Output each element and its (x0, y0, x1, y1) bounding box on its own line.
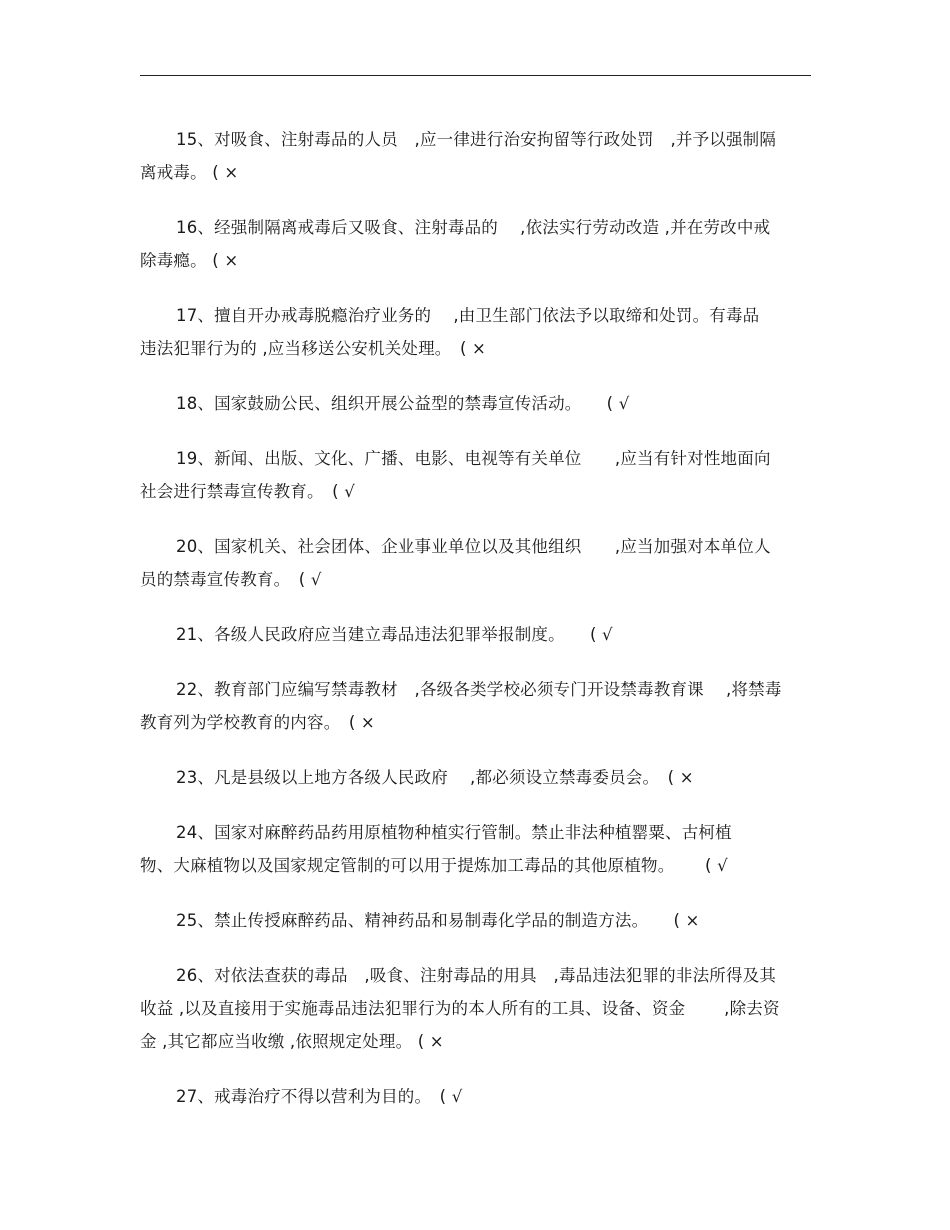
question-24-line-2: 物、大麻植物以及国家规定管制的可以用于提炼加工毒品的其他原植物。 ( √ (140, 856, 728, 875)
question-23-line-1: 23、凡是县级以上地方各级人民政府 ,都必须设立禁毒委员会。 ( × (176, 768, 694, 787)
question-19-line-2: 社会进行禁毒宣传教育。 ( √ (140, 482, 355, 501)
question-20-line-1: 20、国家机关、社会团体、企业事业单位以及其他组织 ,应当加强对本单位人 (176, 537, 771, 556)
question-18 (140, 387, 800, 420)
question-27 (140, 1080, 800, 1113)
question-20-line-2: 员的禁毒宣传教育。 ( √ (140, 570, 322, 589)
question-17-line-1: 17、擅自开办戒毒脱瘾治疗业务的 ,由卫生部门依法予以取缔和处罚。有毒品 (176, 306, 760, 325)
question-22-line-1: 22、教育部门应编写禁毒教材 ,各级各类学校必须专门开设禁毒教育课 ,将禁毒 (176, 680, 782, 699)
question-24 (140, 816, 800, 882)
question-21 (140, 618, 800, 651)
question-27-line-1: 27、戒毒治疗不得以营利为目的。 ( √ (176, 1087, 463, 1106)
question-17-line-2: 违法犯罪行为的 ,应当移送公安机关处理。 ( × (140, 339, 487, 358)
question-26-line-1: 26、对依法查获的毒品 ,吸食、注射毒品的用具 ,毒品违法犯罪的非法所得及其 (176, 966, 777, 985)
question-18-line-1: 18、国家鼓励公民、组织开展公益型的禁毒宣传活动。 ( √ (176, 394, 630, 413)
question-23 (140, 761, 800, 794)
question-25-line-1: 25、禁止传授麻醉药品、精神药品和易制毒化学品的制造方法。 ( × (176, 911, 700, 930)
question-17 (140, 299, 800, 365)
question-24-line-1: 24、国家对麻醉药品药用原植物种植实行管制。禁止非法种植罂粟、古柯植 (176, 823, 732, 842)
question-15-line-2: 离戒毒。 ( × (140, 163, 239, 182)
question-15-line-1: 15、对吸食、注射毒品的人员 ,应一律进行治安拘留等行政处罚 ,并予以强制隔 (176, 130, 777, 149)
question-26-line-2: 收益 ,以及直接用于实施毒品违法犯罪行为的本人所有的工具、设备、资金 ,除去资 (140, 999, 780, 1018)
question-26-line-3: 金 ,其它都应当收缴 ,依照规定处理。 ( × (140, 1032, 444, 1051)
question-25 (140, 904, 800, 937)
question-19-line-1: 19、新闻、出版、文化、广播、电影、电视等有关单位 ,应当有针对性地面向 (176, 449, 771, 468)
question-16-line-1: 16、经强制隔离戒毒后又吸食、注射毒品的 ,依法实行劳动改造 ,并在劳改中戒 (176, 218, 771, 237)
page-content (140, 123, 800, 1135)
header-rule (140, 75, 811, 76)
question-15 (140, 123, 800, 189)
question-16-line-2: 除毒瘾。 ( × (140, 251, 239, 270)
question-19 (140, 442, 800, 508)
question-21-line-1: 21、各级人民政府应当建立毒品违法犯罪举报制度。 ( √ (176, 625, 613, 644)
question-26 (140, 959, 800, 1058)
question-20 (140, 530, 800, 596)
question-22 (140, 673, 800, 739)
question-16 (140, 211, 800, 277)
question-22-line-2: 教育列为学校教育的内容。 ( × (140, 713, 375, 732)
